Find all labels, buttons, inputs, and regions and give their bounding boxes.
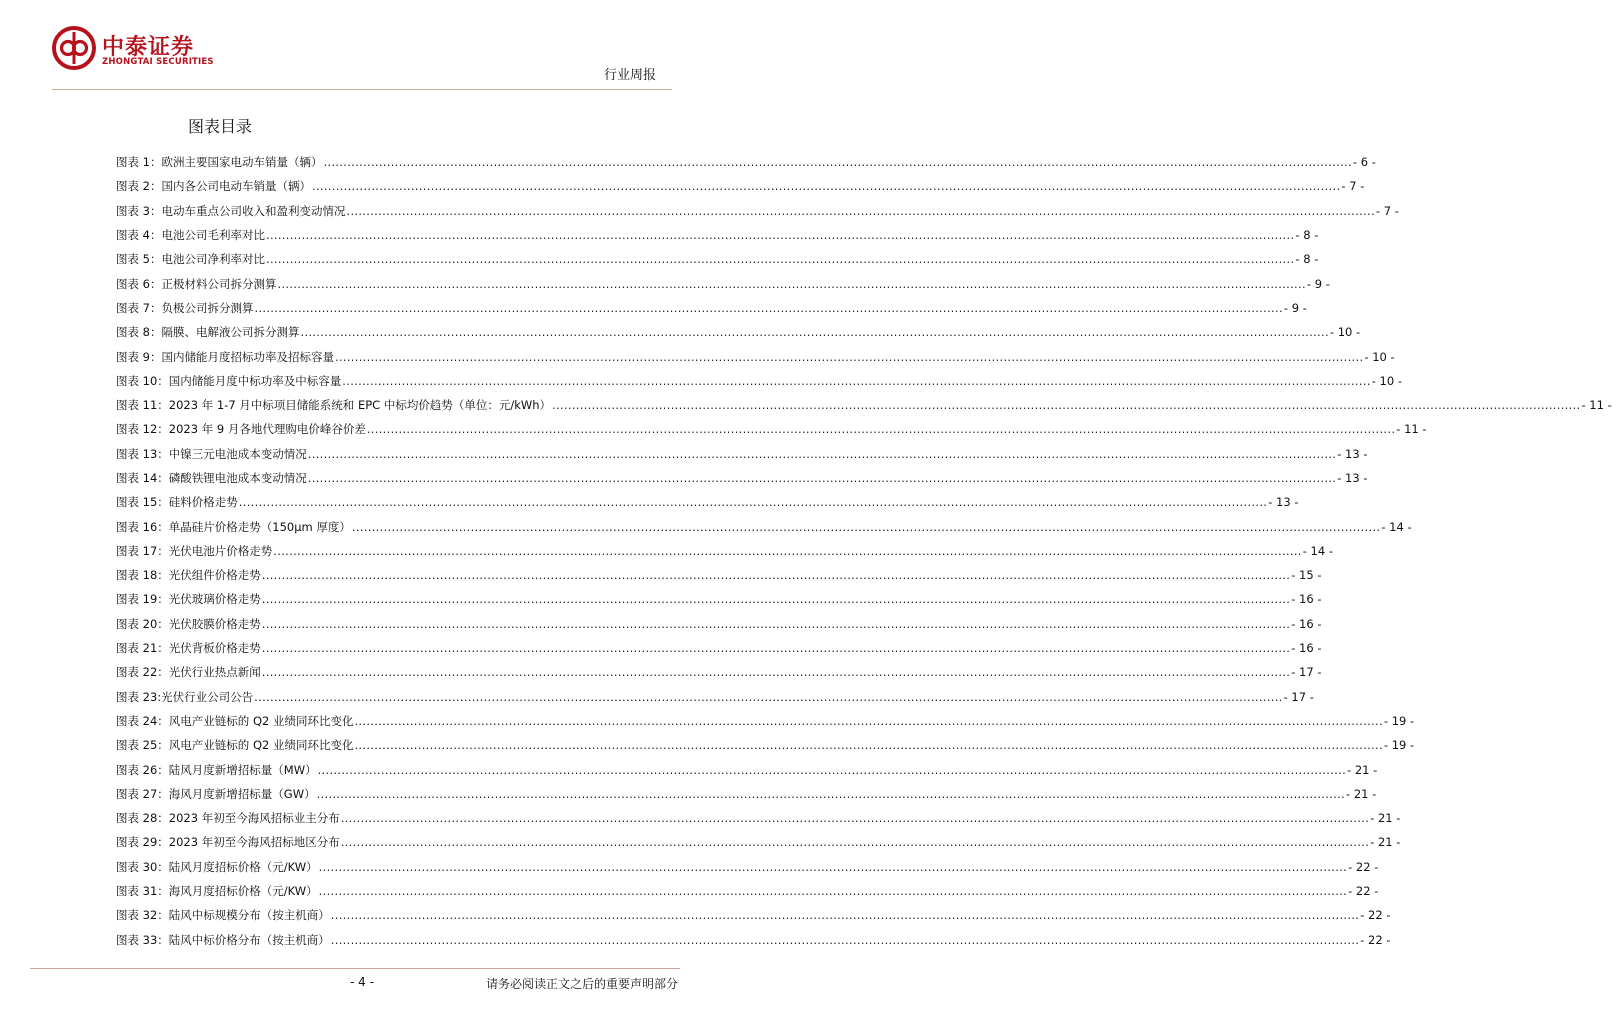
toc-entry[interactable] [116, 830, 1401, 854]
toc-leader-dots: .................................................................................................................................................................................................................................................................... [265, 228, 1295, 243]
toc-entry-label: 图表 31：海风月度招标价格（元/KW） [116, 884, 318, 899]
toc-entry-label: 图表 1：欧洲主要国家电动车销量（辆） [116, 155, 323, 170]
toc-entry-page: - 10 - [1364, 349, 1395, 364]
toc-entry-label: 图表 28：2023 年初至今海风招标业主分布 [116, 811, 340, 826]
toc-entry-label: 图表 17：光伏电池片价格走势 [116, 543, 273, 558]
toc-entry-page: - 16 - [1291, 641, 1322, 656]
toc-entry-label: 图表 7：负极公司拆分测算 [116, 300, 254, 315]
toc-leader-dots: .................................................................................................................................................................................................................................................................... [307, 446, 1337, 461]
toc-entry[interactable] [116, 782, 1377, 806]
toc-entry[interactable] [116, 344, 1395, 368]
toc-entry-label: 图表 32：陆风中标规模分布（按主机商） [116, 908, 330, 923]
toc-entry-label: 图表 12：2023 年 9 月各地代理购电价峰谷价差 [116, 422, 366, 437]
report-type: 行业周报 [603, 68, 656, 83]
toc-entry-label: 图表 4：电池公司毛利率对比 [116, 228, 265, 243]
toc-entry-label: 图表 27：海风月度新增招标量（GW） [116, 786, 316, 801]
toc-entry[interactable] [116, 174, 1365, 198]
toc-entry-page: - 11 - [1581, 398, 1612, 413]
toc-entry[interactable] [116, 563, 1322, 587]
toc-entry-page: - 13 - [1337, 446, 1368, 461]
toc-entry[interactable] [116, 417, 1427, 441]
toc-entry-page: - 22 - [1348, 884, 1379, 899]
toc-leader-dots: .................................................................................................................................................................................................................................................................... [346, 203, 1375, 218]
toc-leader-dots: .................................................................................................................................................................................................................................................................... [318, 859, 1348, 874]
toc-entry-page: - 10 - [1371, 373, 1402, 388]
toc-entry[interactable] [116, 271, 1330, 295]
page-number: - 4 - [350, 975, 374, 989]
toc-entry-page: - 8 - [1295, 228, 1319, 243]
toc-leader-dots: .................................................................................................................................................................................................................................................................... [330, 908, 1360, 923]
toc-leader-dots: .................................................................................................................................................................................................................................................................... [261, 641, 1291, 656]
toc-entry[interactable] [116, 612, 1322, 636]
toc-leader-dots: .................................................................................................................................................................................................................................................................... [273, 543, 1302, 558]
toc-leader-dots: .................................................................................................................................................................................................................................................................... [323, 155, 1352, 170]
toc-entry[interactable] [116, 903, 1391, 927]
toc-entry-label: 图表 14：磷酸铁锂电池成本变动情况 [116, 471, 307, 485]
toc-entry-label: 图表 2：国内各公司电动车销量（辆） [116, 179, 311, 194]
toc-entry-label: 图表 24：风电产业链标的 Q2 业绩同环比变化 [116, 713, 354, 728]
toc-leader-dots: .................................................................................................................................................................................................................................................................... [351, 519, 1381, 534]
toc-entry[interactable] [116, 757, 1378, 781]
toc-leader-dots: .................................................................................................................................................................................................................................................................... [254, 300, 1283, 315]
toc-entry-label: 图表 6：正极材料公司拆分测算 [116, 276, 277, 291]
toc-entry-page: - 21 - [1370, 835, 1401, 850]
toc-entry-page: - 22 - [1360, 932, 1391, 947]
toc-entry-label: 图表 13：中镍三元电池成本变动情况 [116, 446, 307, 461]
toc-entry-label: 图表 30：陆风月度招标价格（元/KW） [116, 859, 318, 874]
toc-leader-dots: .................................................................................................................................................................................................................................................................... [318, 884, 1348, 899]
toc-entry[interactable] [116, 296, 1307, 320]
toc-entry[interactable] [116, 150, 1376, 174]
toc-entry[interactable] [116, 223, 1319, 247]
toc-entry-page: - 9 - [1283, 300, 1307, 315]
toc-entry-label: 图表 20：光伏胶膜价格走势 [116, 616, 261, 631]
toc-entry-page: - 8 - [1295, 252, 1319, 267]
toc-entry-label: 图表 5：电池公司净利率对比 [116, 252, 265, 267]
toc-entry[interactable] [116, 636, 1322, 660]
toc-entry[interactable] [116, 393, 1612, 417]
toc-entry[interactable] [116, 733, 1415, 757]
toc-entry-label: 图表 18：光伏组件价格走势 [116, 568, 261, 583]
toc-leader-dots: .................................................................................................................................................................................................................................................................... [261, 616, 1291, 631]
toc-entry-page: - 14 - [1302, 543, 1333, 558]
toc-entry[interactable] [116, 514, 1412, 538]
toc-entry[interactable] [116, 587, 1322, 611]
toc-entry-label: 图表 23:光伏行业公司公告 [116, 689, 254, 704]
toc-leader-dots: .................................................................................................................................................................................................................................................................... [307, 471, 1337, 485]
zhongtai-logo-icon [52, 26, 96, 70]
toc-entry-label: 图表 11：2023 年 1-7 月中标项目储能系统和 EPC 中标均价趋势（单位：元/kWh） [116, 398, 552, 413]
toc-entry-page: - 21 - [1370, 811, 1401, 826]
toc-entry-label: 图表 22：光伏行业热点新闻 [116, 665, 261, 680]
page-header [0, 0, 724, 90]
toc-entry-page: - 9 - [1306, 276, 1330, 291]
toc-leader-dots: .................................................................................................................................................................................................................................................................... [340, 811, 1370, 826]
toc-entry-page: - 21 - [1346, 786, 1377, 801]
toc-entry[interactable] [116, 685, 1314, 709]
toc-entry[interactable] [116, 709, 1415, 733]
header-divider [52, 89, 672, 90]
toc-entry[interactable] [116, 855, 1379, 879]
toc-leader-dots: .................................................................................................................................................................................................................................................................... [261, 568, 1291, 583]
toc-leader-dots: .................................................................................................................................................................................................................................................................... [366, 422, 1396, 437]
toc-leader-dots: .................................................................................................................................................................................................................................................................... [552, 398, 1581, 413]
toc-entry-page: - 17 - [1283, 689, 1314, 704]
toc-entry-label: 图表 8：隔膜、电解液公司拆分测算 [116, 325, 300, 340]
toc-leader-dots: .................................................................................................................................................................................................................................................................... [311, 179, 1341, 194]
toc-leader-dots: .................................................................................................................................................................................................................................................................... [316, 786, 1346, 801]
toc-entry-label: 图表 16：单晶硅片价格走势（150μm 厚度） [116, 519, 351, 534]
toc-leader-dots: .................................................................................................................................................................................................................................................................... [300, 325, 1329, 340]
toc-entry-page: - 19 - [1383, 738, 1415, 753]
toc-leader-dots: .................................................................................................................................................................................................................................................................... [254, 689, 1283, 704]
toc-entry[interactable] [116, 199, 1399, 223]
brand-name-cn: 中泰证券 [102, 35, 195, 60]
toc-entry[interactable] [116, 442, 1368, 466]
toc-leader-dots: .................................................................................................................................................................................................................................................................... [261, 665, 1291, 680]
toc-entry-page: - 6 - [1352, 155, 1376, 170]
toc-entry-label: 图表 21：光伏背板价格走势 [116, 641, 261, 656]
toc-entry-page: - 11 - [1396, 422, 1427, 437]
toc-entry-label: 图表 3：电动车重点公司收入和盈利变动情况 [116, 203, 346, 218]
toc-entry-page: - 16 - [1291, 616, 1322, 631]
toc-entry-label: 图表 25：风电产业链标的 Q2 业绩同环比变化 [116, 738, 354, 753]
toc-leader-dots: .................................................................................................................................................................................................................................................................... [334, 349, 1364, 364]
toc-entry-label: 图表 10：国内储能月度中标功率及中标容量 [116, 373, 342, 388]
toc-leader-dots: .................................................................................................................................................................................................................................................................... [342, 373, 1371, 388]
toc-entry[interactable] [116, 490, 1299, 514]
toc-entry-page: - 7 - [1341, 179, 1365, 194]
toc-entry[interactable] [116, 247, 1319, 271]
toc-entry-page: - 13 - [1268, 495, 1299, 510]
toc-leader-dots: .................................................................................................................................................................................................................................................................... [330, 932, 1360, 947]
toc-leader-dots: .................................................................................................................................................................................................................................................................... [261, 592, 1291, 607]
toc-title: 图表目录 [188, 117, 253, 136]
toc-entry[interactable] [116, 806, 1401, 830]
toc-entry-label: 图表 29：2023 年初至今海风招标地区分布 [116, 835, 340, 850]
toc-entry[interactable] [116, 660, 1322, 684]
toc-entry[interactable] [116, 320, 1361, 344]
toc-leader-dots: .................................................................................................................................................................................................................................................................... [238, 495, 1268, 510]
toc-entry-label: 图表 33：陆风中标价格分布（按主机商） [116, 932, 330, 947]
toc-entry-page: - 10 - [1329, 325, 1361, 340]
toc-entry-page: - 17 - [1291, 665, 1322, 680]
toc-entry-label: 图表 26：陆风月度新增招标量（MW） [116, 762, 317, 777]
toc-entry-page: - 7 - [1375, 203, 1399, 218]
brand-name-en: ZHONGTAI SECURITIES [102, 57, 214, 67]
toc-entry[interactable] [116, 928, 1391, 952]
toc-entry[interactable] [116, 466, 1368, 490]
footer-divider [30, 968, 680, 969]
toc-entry-page: - 21 - [1347, 762, 1378, 777]
toc-leader-dots: .................................................................................................................................................................................................................................................................... [277, 276, 1306, 291]
toc-entry-label: 图表 15：硅料价格走势 [116, 495, 238, 510]
toc-entry[interactable] [116, 539, 1333, 563]
toc-leader-dots: .................................................................................................................................................................................................................................................................... [354, 738, 1383, 753]
toc-entry-page: - 14 - [1381, 519, 1412, 534]
toc-list [116, 150, 1612, 952]
toc-entry-page: - 13 - [1337, 471, 1368, 485]
toc-leader-dots: .................................................................................................................................................................................................................................................................... [354, 713, 1383, 728]
toc-leader-dots: .................................................................................................................................................................................................................................................................... [265, 252, 1295, 267]
toc-entry-page: - 16 - [1291, 592, 1322, 607]
toc-entry-page: - 19 - [1383, 713, 1415, 728]
toc-entry-page: - 22 - [1360, 908, 1391, 923]
toc-entry-page: - 15 - [1291, 568, 1322, 583]
toc-entry[interactable] [116, 879, 1379, 903]
toc-entry-label: 图表 9：国内储能月度招标功率及招标容量 [116, 349, 334, 364]
toc-entry[interactable] [116, 369, 1402, 393]
toc-leader-dots: .................................................................................................................................................................................................................................................................... [317, 762, 1347, 777]
footer-disclaimer: 请务必阅读正文之后的重要声明部分 [485, 977, 678, 991]
toc-entry-page: - 22 - [1348, 859, 1379, 874]
toc-leader-dots: .................................................................................................................................................................................................................................................................... [340, 835, 1370, 850]
toc-entry-label: 图表 19：光伏玻璃价格走势 [116, 592, 261, 607]
